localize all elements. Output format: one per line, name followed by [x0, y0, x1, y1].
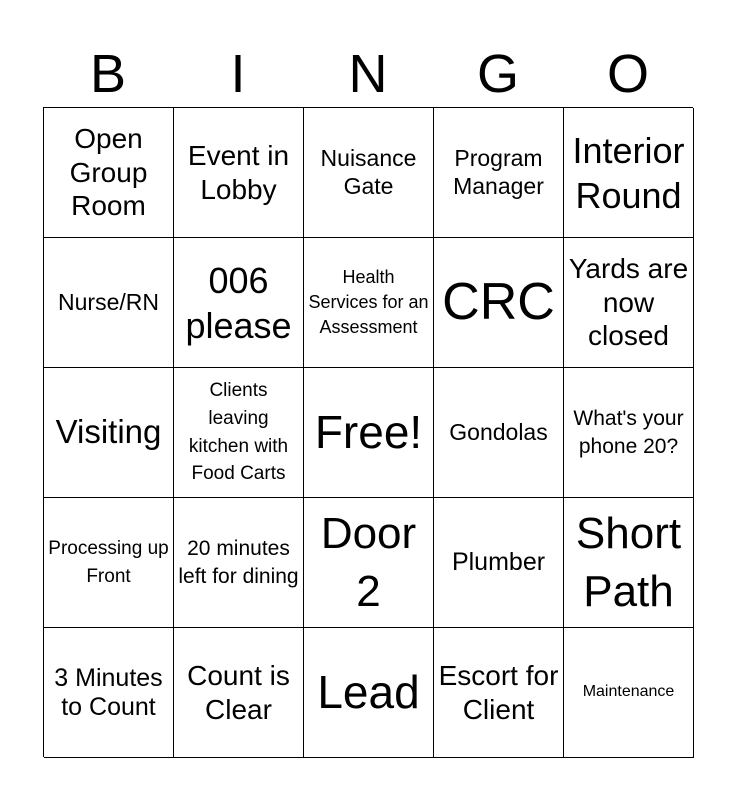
header-letter-i: I — [230, 44, 246, 104]
bingo-cell[interactable]: Interior Round — [564, 108, 694, 238]
header-letter-g: G — [476, 44, 519, 104]
bingo-cell[interactable]: Maintenance — [564, 628, 694, 758]
bingo-cell[interactable]: Lead — [304, 628, 434, 758]
bingo-cell[interactable]: Short Path — [564, 498, 694, 628]
bingo-cell[interactable]: Count is Clear — [174, 628, 304, 758]
bingo-cell[interactable]: Open Group Room — [44, 108, 174, 238]
bingo-cell[interactable]: Processing up Front — [44, 498, 174, 628]
bingo-card-grid — [43, 107, 693, 757]
bingo-cell[interactable]: Yards are now closed — [564, 238, 694, 368]
header-letter-n: N — [348, 44, 388, 104]
bingo-cell[interactable]: Clients leaving kitchen with Food Carts — [174, 368, 304, 498]
bingo-cell[interactable]: What's your phone 20? — [564, 368, 694, 498]
bingo-cell[interactable]: Escort for Client — [434, 628, 564, 758]
bingo-cell[interactable]: Free! — [304, 368, 434, 498]
bingo-cell[interactable]: Program Manager — [434, 108, 564, 238]
bingo-cell[interactable]: 006 please — [174, 238, 304, 368]
bingo-cell[interactable]: Event in Lobby — [174, 108, 304, 238]
bingo-cell[interactable]: Nurse/RN — [44, 238, 174, 368]
header-letter-o: O — [606, 44, 649, 104]
bingo-cell[interactable]: Visiting — [44, 368, 174, 498]
bingo-cell[interactable]: 20 minutes left for dining — [174, 498, 304, 628]
bingo-cell[interactable]: Gondolas — [434, 368, 564, 498]
header-letter-b: B — [89, 44, 127, 104]
bingo-cell[interactable]: Nuisance Gate — [304, 108, 434, 238]
bingo-cell[interactable]: Door 2 — [304, 498, 434, 628]
bingo-cell[interactable]: CRC — [434, 238, 564, 368]
bingo-header — [43, 38, 693, 110]
bingo-cell[interactable]: Plumber — [434, 498, 564, 628]
bingo-cell[interactable]: Health Services for an Assessment — [304, 238, 434, 368]
bingo-cell[interactable]: 3 Minutes to Count — [44, 628, 174, 758]
